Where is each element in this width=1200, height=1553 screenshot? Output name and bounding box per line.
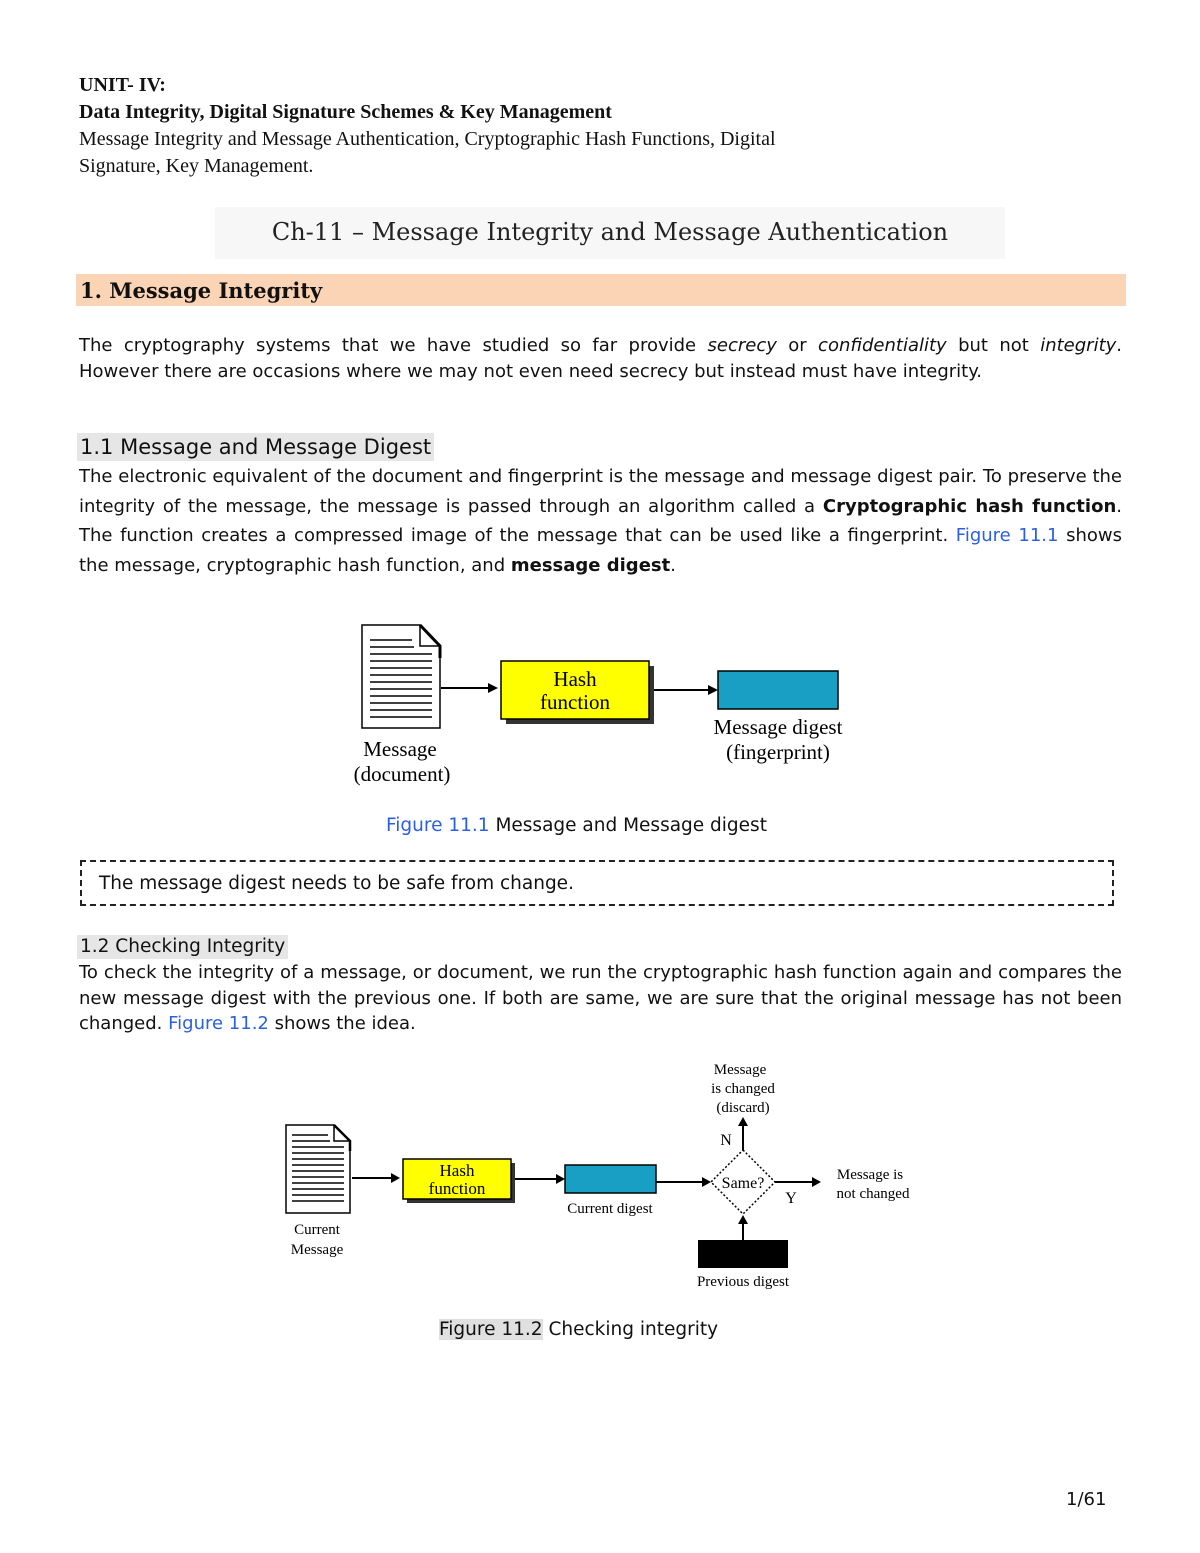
changed-label-line1: Message xyxy=(713,1062,767,1078)
text-run: The cryptography systems that we have studied so far provide xyxy=(79,335,708,356)
message-label-line2: (document) xyxy=(353,762,451,786)
same-label: Same? xyxy=(721,1175,765,1192)
hash-label-line2: function xyxy=(540,690,610,714)
bold-term: message digest xyxy=(510,554,671,576)
changed-label-line2: is changed xyxy=(711,1081,775,1097)
figure-link[interactable]: Figure 11.1 xyxy=(386,815,490,836)
figure-link[interactable]: Figure 11.2 xyxy=(168,1013,269,1034)
message-digest-box xyxy=(718,671,838,709)
italic-term: integrity xyxy=(1040,335,1117,356)
figure-11-2-diagram xyxy=(270,1055,950,1300)
caption-text: Checking integrity xyxy=(542,1319,719,1340)
unit-topics-line2: Signature, Key Management. xyxy=(79,155,314,177)
not-changed-label-line2: not changed xyxy=(836,1186,910,1202)
document-icon xyxy=(286,1125,350,1213)
figure-11-1-caption xyxy=(386,815,767,836)
text-run: . However there are occasions where we may not even need secrecy but instead must have integrity. xyxy=(79,335,1123,382)
text-run: shows the idea. xyxy=(268,1013,416,1034)
unit-title: Data Integrity, Digital Signature Schemes & Key Management xyxy=(79,101,612,123)
text-run: . xyxy=(670,554,676,576)
arrowhead xyxy=(556,1174,565,1184)
unit-label: UNIT- IV: xyxy=(79,74,166,96)
intro-paragraph xyxy=(79,333,1122,384)
arrowhead xyxy=(738,1215,748,1224)
page-number: 1/61 xyxy=(1066,1489,1107,1510)
arrowhead xyxy=(488,683,498,693)
digest-label-line2: (fingerprint) xyxy=(726,740,830,764)
current-digest-box xyxy=(565,1165,656,1193)
n-label: N xyxy=(720,1132,732,1149)
figure-link[interactable]: Figure 11.2 xyxy=(439,1319,543,1340)
text-run: . The function creates a compressed image of the message that can be used like a fingerprint. xyxy=(79,495,1122,546)
checking-integrity-paragraph xyxy=(79,960,1122,1037)
changed-label-line3: (discard) xyxy=(716,1100,770,1116)
subsection-heading-1-1: 1.1 Message and Message Digest xyxy=(77,433,434,461)
text-run: but not xyxy=(946,335,1041,356)
message-label-line1: Message xyxy=(363,737,437,761)
unit-header xyxy=(79,72,776,180)
caption-text: Message and Message digest xyxy=(489,815,767,836)
y-label: Y xyxy=(785,1190,797,1207)
digest-label-line1: Message digest xyxy=(713,715,843,739)
text-run: To check the integrity of a message, or document, we run the cryptographic hash function again and compares the new message digest with the previous one. If both are same, we are sure that the original message has not been changed. xyxy=(79,962,1122,1034)
figure-link[interactable]: Figure 11.1 xyxy=(955,525,1059,546)
figure-11-2-caption xyxy=(439,1319,718,1340)
figure-11-1-diagram xyxy=(340,618,880,793)
text-run: shows the message, cryptographic hash function, and xyxy=(79,525,1122,576)
arrowhead xyxy=(708,685,718,695)
arrowhead xyxy=(702,1177,711,1187)
italic-term: confidentiality xyxy=(818,335,947,356)
hash-label-line1: Hash xyxy=(439,1161,475,1180)
bold-term: Cryptographic hash function xyxy=(822,495,1117,517)
arrowhead xyxy=(391,1173,400,1183)
note-box: The message digest needs to be safe from change. xyxy=(80,860,1114,906)
previous-digest-box xyxy=(698,1240,788,1268)
arrowhead xyxy=(812,1177,821,1187)
italic-term: secrecy xyxy=(707,335,777,356)
document-icon xyxy=(362,625,440,728)
current-digest-label: Current digest xyxy=(567,1201,653,1217)
subsection-heading-1-2: 1.2 Checking Integrity xyxy=(77,935,288,959)
current-message-label-line2: Message xyxy=(290,1242,344,1258)
chapter-title: Ch-11 – Message Integrity and Message Authentication xyxy=(215,207,1005,259)
hash-label-line2: function xyxy=(428,1179,486,1198)
section-heading: 1. Message Integrity xyxy=(76,274,1126,306)
unit-topics-line1: Message Integrity and Message Authentication, Cryptographic Hash Functions, Digital xyxy=(79,128,776,150)
text-run: or xyxy=(776,335,819,356)
previous-digest-label: Previous digest xyxy=(696,1274,790,1290)
message-digest-paragraph xyxy=(79,462,1122,580)
text-run: The electronic equivalent of the document and fingerprint is the message and message digest pair. To preserve the integrity of the message, the message is passed through an algorithm called a xyxy=(79,466,1122,517)
hash-label-line1: Hash xyxy=(553,667,597,691)
not-changed-label-line1: Message is xyxy=(836,1167,904,1183)
arrowhead xyxy=(738,1117,748,1126)
current-message-label-line1: Current xyxy=(294,1222,340,1238)
